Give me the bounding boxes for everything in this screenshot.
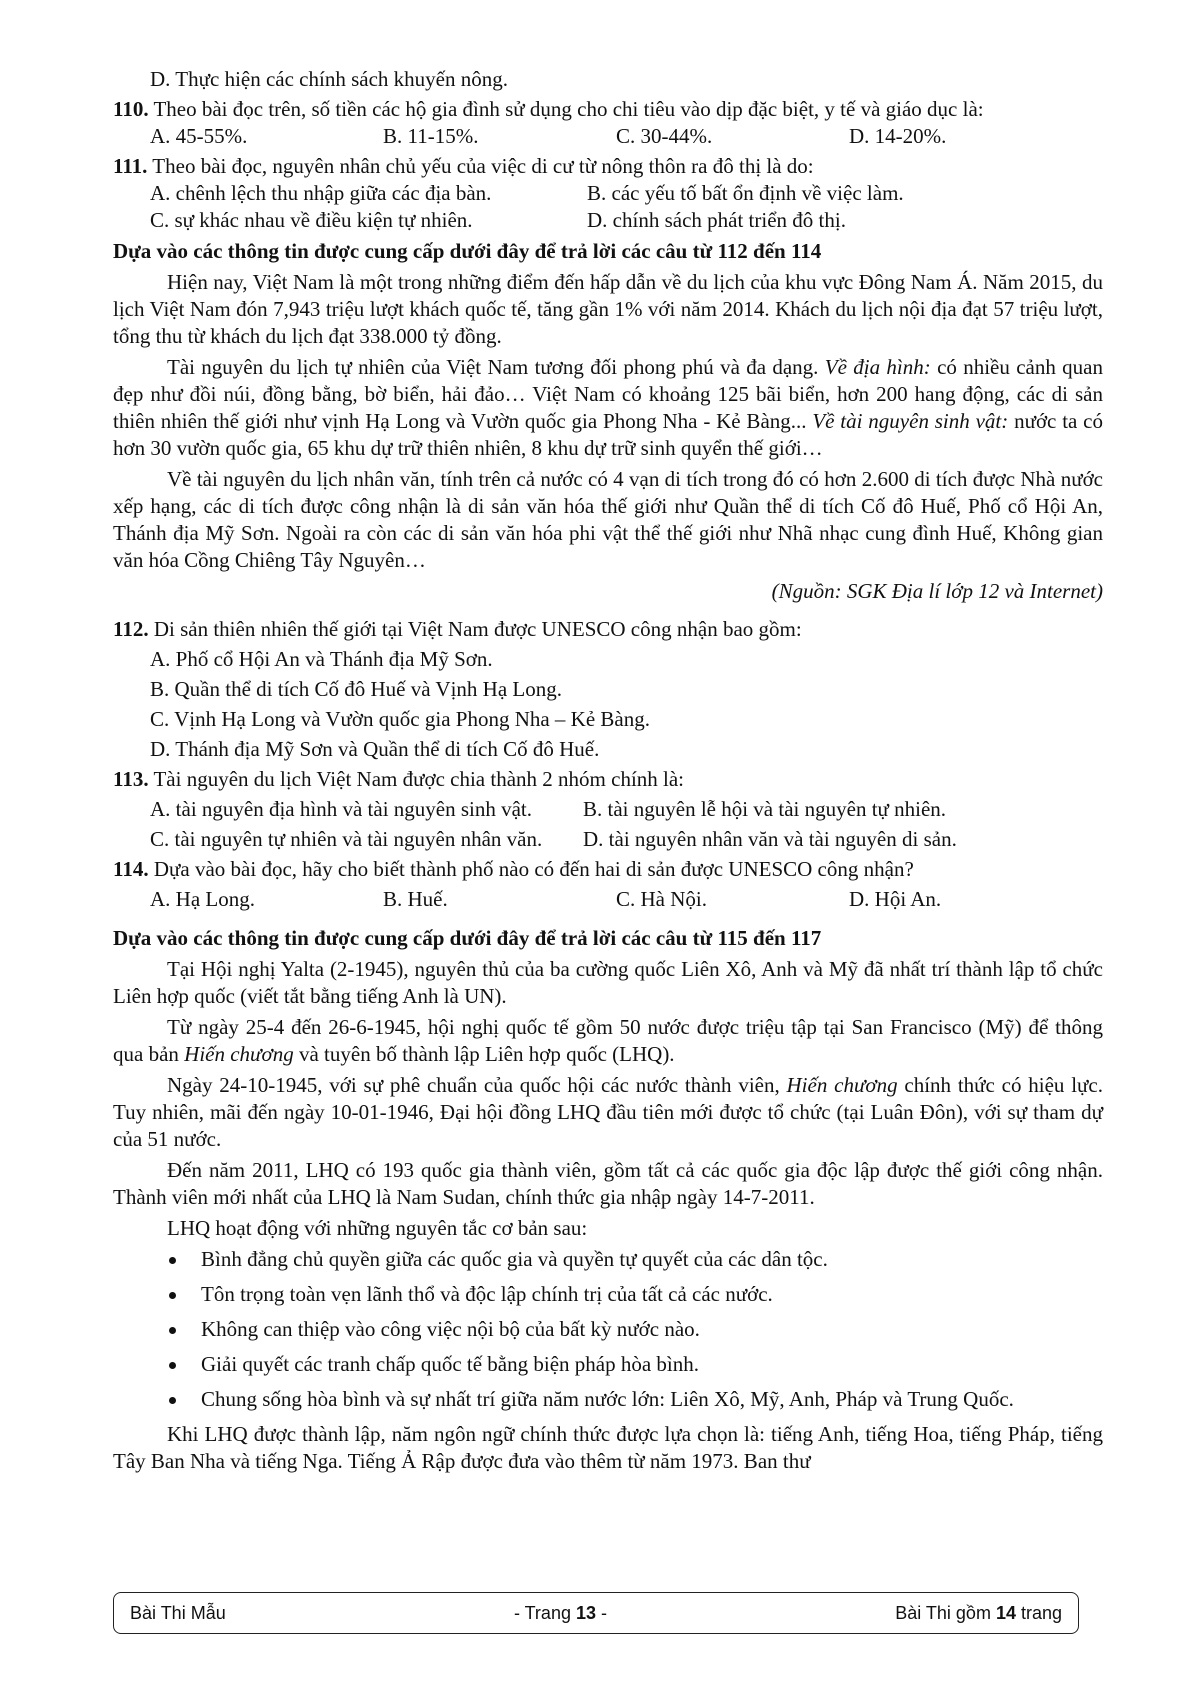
italic-text: Hiến chương xyxy=(184,1042,294,1066)
page-footer xyxy=(113,1592,1079,1634)
section-heading-112-114: Dựa vào các thông tin được cung cấp dưới đây để trả lời các câu từ 112 đến 114 xyxy=(113,239,822,263)
question-text: Di sản thiên nhiên thế giới tại Việt Nam được UNESCO công nhận bao gồm: xyxy=(148,617,802,641)
text-run: trang xyxy=(1015,1602,1062,1623)
option-b: B. Quần thể di tích Cố đô Huế và Vịnh Hạ Long. xyxy=(150,677,562,701)
question-111-options-row2 xyxy=(113,207,1103,234)
text-run: Từ ngày 25-4 đến 26-6-1945, hội nghị quốc tế gồm 50 nước được triệu tập tại San Francisco (Mỹ) để thông qua bản xyxy=(113,1015,1103,1066)
question-number: 112. xyxy=(113,617,149,641)
paragraph: Tại Hội nghị Yalta (2-1945), nguyên thủ của ba cường quốc Liên Xô, Anh và Mỹ đã nhất trí thành lập tổ chức Liên hợp quốc (viết tắt bằng tiếng Anh là UN). xyxy=(113,957,1103,1008)
option-d: D. 14-20%. xyxy=(849,124,947,148)
option-a: A. tài nguyên địa hình và tài nguyên sinh vật. xyxy=(150,797,533,821)
italic-text: Về địa hình: xyxy=(824,355,931,379)
option-b: B. tài nguyên lễ hội và tài nguyên tự nhiên. xyxy=(583,797,947,821)
paragraph: Đến năm 2011, LHQ có 193 quốc gia thành viên, gồm tất cả các quốc gia độc lập được thế giới công nhận. Thành viên mới nhất của LHQ là Nam Sudan, chính thức gia nhập ngày 14-7-2011. xyxy=(113,1158,1103,1209)
question-number: 113. xyxy=(113,767,149,791)
question-text: Theo bài đọc, nguyên nhân chủ yếu của việc di cư từ nông thôn ra đô thị là do: xyxy=(147,154,814,178)
paragraph xyxy=(113,1014,1103,1068)
footer-left: Bài Thi Mẫu xyxy=(130,1602,226,1623)
option-c: C. tài nguyên tự nhiên và tài nguyên nhân văn. xyxy=(150,827,543,851)
option-d: D. Thánh địa Mỹ Sơn và Quần thể di tích Cố đô Huế. xyxy=(150,737,600,761)
question-112 xyxy=(113,616,1103,643)
text-run: - xyxy=(596,1602,607,1623)
italic-text: Về tài nguyên sinh vật: xyxy=(812,409,1009,433)
list-item: Không can thiệp vào công việc nội bộ của bất kỳ nước nào. xyxy=(113,1316,1103,1343)
option-c: C. Hà Nội. xyxy=(616,887,707,911)
question-114 xyxy=(113,856,1103,883)
italic-text: Hiến chương xyxy=(786,1073,898,1097)
text-run: Bài Thi gồm xyxy=(895,1602,996,1623)
text-run: Tài nguyên du lịch tự nhiên của Việt Nam tương đối phong phú và đa dạng. xyxy=(167,355,825,379)
option-c: C. sự khác nhau về điều kiện tự nhiên. xyxy=(150,208,473,232)
option-a: A. Hạ Long. xyxy=(150,887,255,911)
paragraph: Khi LHQ được thành lập, năm ngôn ngữ chính thức được lựa chọn là: tiếng Anh, tiếng Hoa, tiếng Pháp, tiếng Tây Ban Nha và tiếng Nga. Tiếng Ả Rập được đưa vào thêm từ năm 1973. Ban thư xyxy=(113,1422,1103,1473)
option-d: D. Hội An. xyxy=(849,887,942,911)
option-a: A. Phố cổ Hội An và Thánh địa Mỹ Sơn. xyxy=(150,647,493,671)
text-run: nước ta có hơn 30 vườn quốc gia, 65 khu dự trữ thiên nhiên, 8 khu dự trữ sinh quyển thế giới… xyxy=(113,409,1103,460)
question-number: 111. xyxy=(113,154,148,178)
question-110-options xyxy=(113,123,1103,150)
paragraph: LHQ hoạt động với những nguyên tắc cơ bản sau: xyxy=(167,1216,588,1240)
question-111 xyxy=(113,153,1103,180)
list-item: Tôn trọng toàn vẹn lãnh thổ và độc lập chính trị của tất cả các nước. xyxy=(113,1281,1103,1308)
principles-list xyxy=(113,1246,1103,1413)
option-a: A. 45-55%. xyxy=(150,124,248,148)
list-item: Bình đẳng chủ quyền giữa các quốc gia và quyền tự quyết của các dân tộc. xyxy=(113,1246,1103,1273)
list-item: Chung sống hòa bình và sự nhất trí giữa năm nước lớn: Liên Xô, Mỹ, Anh, Pháp và Trung Quốc. xyxy=(113,1386,1103,1413)
list-item: Giải quyết các tranh chấp quốc tế bằng biện pháp hòa bình. xyxy=(113,1351,1103,1378)
question-number: 114. xyxy=(113,857,149,881)
option-d: D. chính sách phát triển đô thị. xyxy=(587,208,846,232)
option-b: B. các yếu tố bất ổn định về việc làm. xyxy=(587,181,904,205)
question-text: Dựa vào bài đọc, hãy cho biết thành phố nào có đến hai di sản được UNESCO công nhận? xyxy=(148,857,914,881)
question-113-options-row2 xyxy=(113,826,1103,853)
total-pages-number: 14 xyxy=(995,1602,1016,1623)
question-text: Theo bài đọc trên, số tiền các hộ gia đình sử dụng cho chi tiêu vào dịp đặc biệt, y tế và giáo dục là: xyxy=(148,97,984,121)
question-114-options xyxy=(113,886,1103,913)
option-b: B. Huế. xyxy=(383,887,448,911)
text-run: chính thức có hiệu lực. Tuy nhiên, mãi đến ngày 10-01-1946, Đại hội đồng LHQ đầu tiên mới được tổ chức (tại Luân Đôn), với sự tham dự của 51 nước. xyxy=(113,1073,1103,1151)
question-113 xyxy=(113,766,1103,793)
text-run: có nhiều cảnh quan đẹp như đồi núi, đồng bằng, bờ biển, hải đảo… Việt Nam có khoảng 125 bãi biển, hơn 200 hang động, các di sản thiên nhiên thế giới như vịnh Hạ Long và Vườn quốc gia Phong Nha - Kẻ Bàng... xyxy=(113,355,1103,433)
question-113-options-row1 xyxy=(113,796,1103,823)
footer-total-pages xyxy=(895,1600,1062,1627)
footer-page-indicator xyxy=(514,1600,607,1627)
option-b: B. 11-15%. xyxy=(383,124,479,148)
previous-option-d: D. Thực hiện các chính sách khuyến nông. xyxy=(150,67,508,91)
option-c: C. Vịnh Hạ Long và Vườn quốc gia Phong Nha – Kẻ Bàng. xyxy=(150,707,650,731)
text-run: - Trang xyxy=(513,1602,576,1623)
page-content xyxy=(113,66,1103,1475)
text-run: và tuyên bố thành lập Liên hợp quốc (LHQ). xyxy=(293,1042,675,1066)
paragraph: Về tài nguyên du lịch nhân văn, tính trên cả nước có 4 vạn di tích trong đó có hơn 2.600 di tích được Nhà nước xếp hạng, các di tích được công nhận là di sản văn hóa thế giới như Quần thể di tích Cố đô Huế, Phố cổ Hội An, Thánh địa Mỹ Sơn. Ngoài ra còn các di sản văn hóa phi vật thể thế giới như Nhã nhạc cung đình Huế, Không gian văn hóa Cồng Chiêng Tây Nguyên… xyxy=(113,467,1103,572)
paragraph xyxy=(113,354,1103,462)
option-d: D. tài nguyên nhân văn và tài nguyên di sản. xyxy=(583,827,957,851)
page-number: 13 xyxy=(575,1602,596,1623)
paragraph: Hiện nay, Việt Nam là một trong những điểm đến hấp dẫn về du lịch của khu vực Đông Nam Á. Năm 2015, du lịch Việt Nam đón 7,943 triệu lượt khách quốc tế, tăng gần 1% với năm 2014. Khách du lịch nội địa đạt 57 triệu lượt, tổng thu từ khách du lịch đạt 338.000 tỷ đồng. xyxy=(113,270,1103,348)
question-number: 110. xyxy=(113,97,149,121)
text-run: Ngày 24-10-1945, với sự phê chuẩn của quốc hội các nước thành viên, xyxy=(167,1073,787,1097)
option-a: A. chênh lệch thu nhập giữa các địa bàn. xyxy=(150,181,492,205)
source-citation: (Nguồn: SGK Địa lí lớp 12 và Internet) xyxy=(771,579,1103,603)
question-111-options-row1 xyxy=(113,180,1103,207)
section-heading-115-117: Dựa vào các thông tin được cung cấp dưới đây để trả lời các câu từ 115 đến 117 xyxy=(113,926,822,950)
paragraph xyxy=(113,1072,1103,1153)
question-text: Tài nguyên du lịch Việt Nam được chia thành 2 nhóm chính là: xyxy=(148,767,685,791)
option-c: C. 30-44%. xyxy=(616,124,713,148)
question-110 xyxy=(113,96,1103,123)
